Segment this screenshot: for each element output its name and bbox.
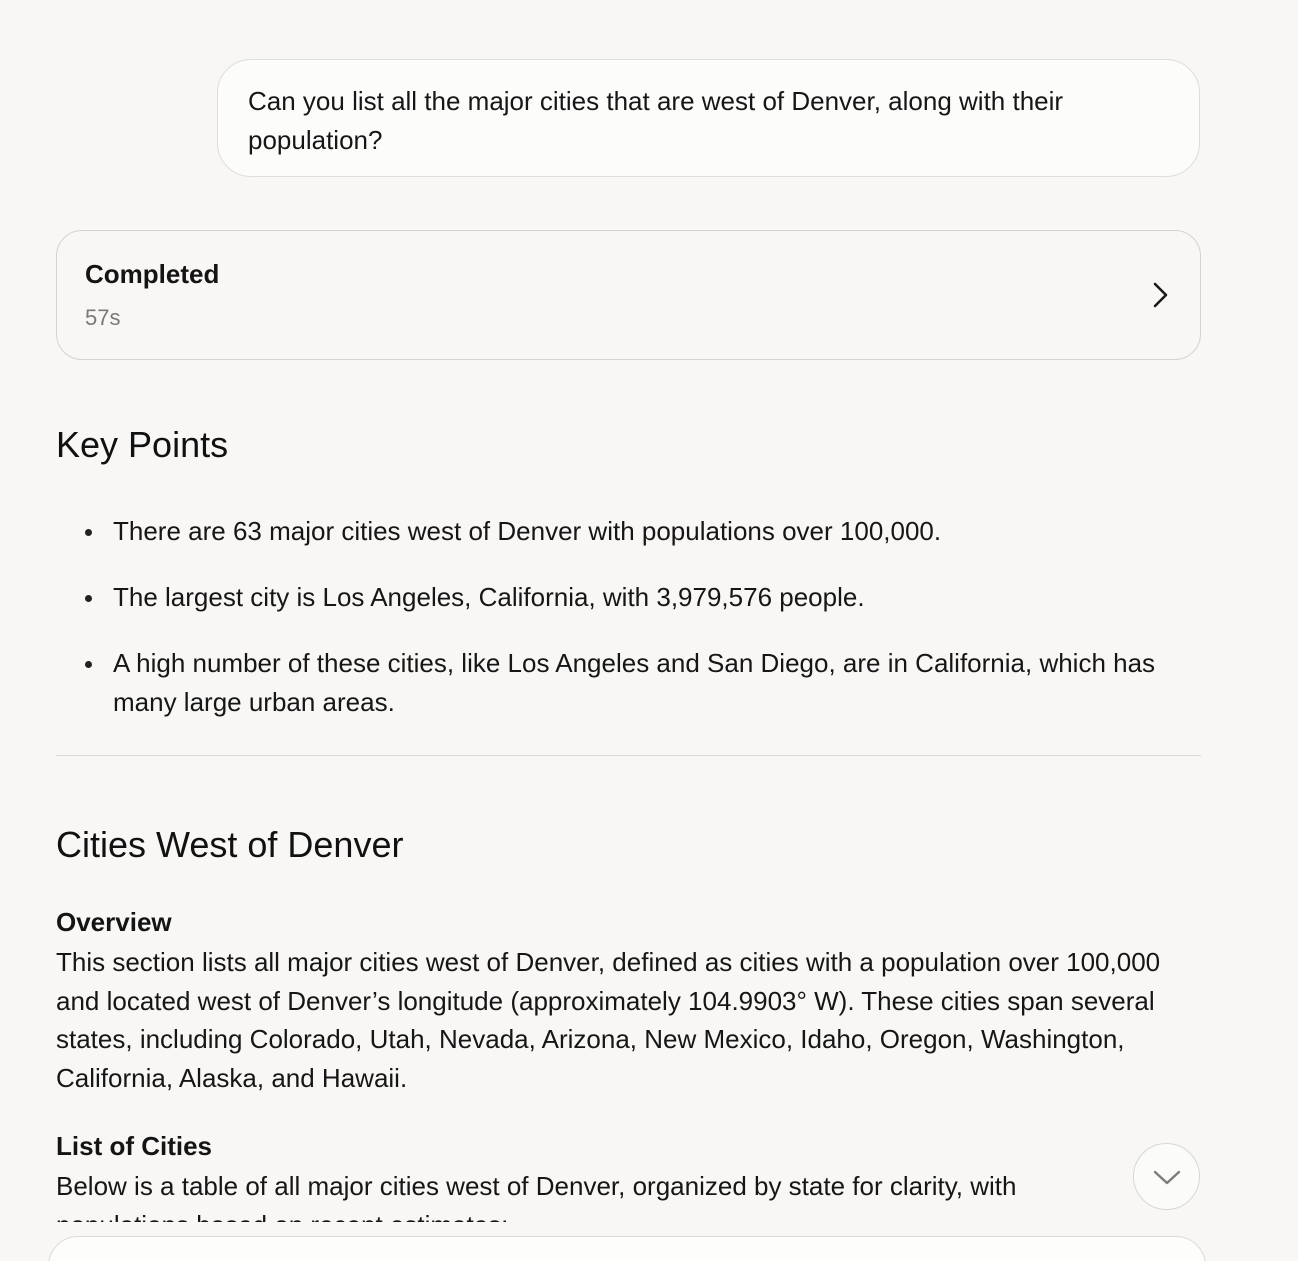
chevron-down-icon: [1150, 1160, 1184, 1194]
key-point-text: There are 63 major cities west of Denver with populations over 100,000.: [113, 516, 942, 546]
list-item: [56, 512, 1196, 551]
list-intro-paragraph: Below is a table of all major cities west of Denver, organized by state for clarity, with: [56, 1171, 1017, 1201]
status-title: Completed: [85, 259, 220, 289]
list-of-cities-heading: List of Cities: [56, 1131, 213, 1161]
section-divider: [56, 755, 1201, 756]
list-item: [56, 578, 1196, 617]
user-message-bubble: [217, 59, 1200, 177]
bullet-dot-icon: [85, 595, 92, 602]
bullet-dot-icon: [85, 661, 92, 668]
scroll-to-bottom-button[interactable]: [1133, 1143, 1200, 1210]
overview-heading: Overview: [56, 907, 172, 937]
key-points-list: [56, 512, 1196, 749]
overview-paragraph: This section lists all major cities west of Denver, defined as cities with a population over 100,000 and located west of Denver’s longitude (approximately 104.9903° W). These cities span several states, including Colorado, Utah, Nevada, Arizona, New Mexico, Idaho, Oregon, Washington, California, Alaska, and Hawaii.: [56, 947, 1161, 1093]
cities-section-heading: Cities West of Denver: [56, 824, 404, 865]
key-points-heading: Key Points: [56, 424, 229, 465]
status-duration: 57s: [85, 305, 121, 330]
message-input-box[interactable]: [48, 1236, 1206, 1261]
chevron-right-icon: [1144, 279, 1176, 311]
completed-status-card[interactable]: [56, 230, 1201, 360]
key-point-text: A high number of these cities, like Los Angeles and San Diego, are in California, which has many large urban areas.: [113, 648, 1156, 717]
bullet-dot-icon: [85, 529, 92, 536]
list-item: [56, 644, 1196, 722]
user-message-text: Can you list all the major cities that are west of Denver, along with their population?: [248, 86, 1064, 155]
key-point-text: The largest city is Los Angeles, California, with 3,979,576 people.: [113, 582, 865, 612]
